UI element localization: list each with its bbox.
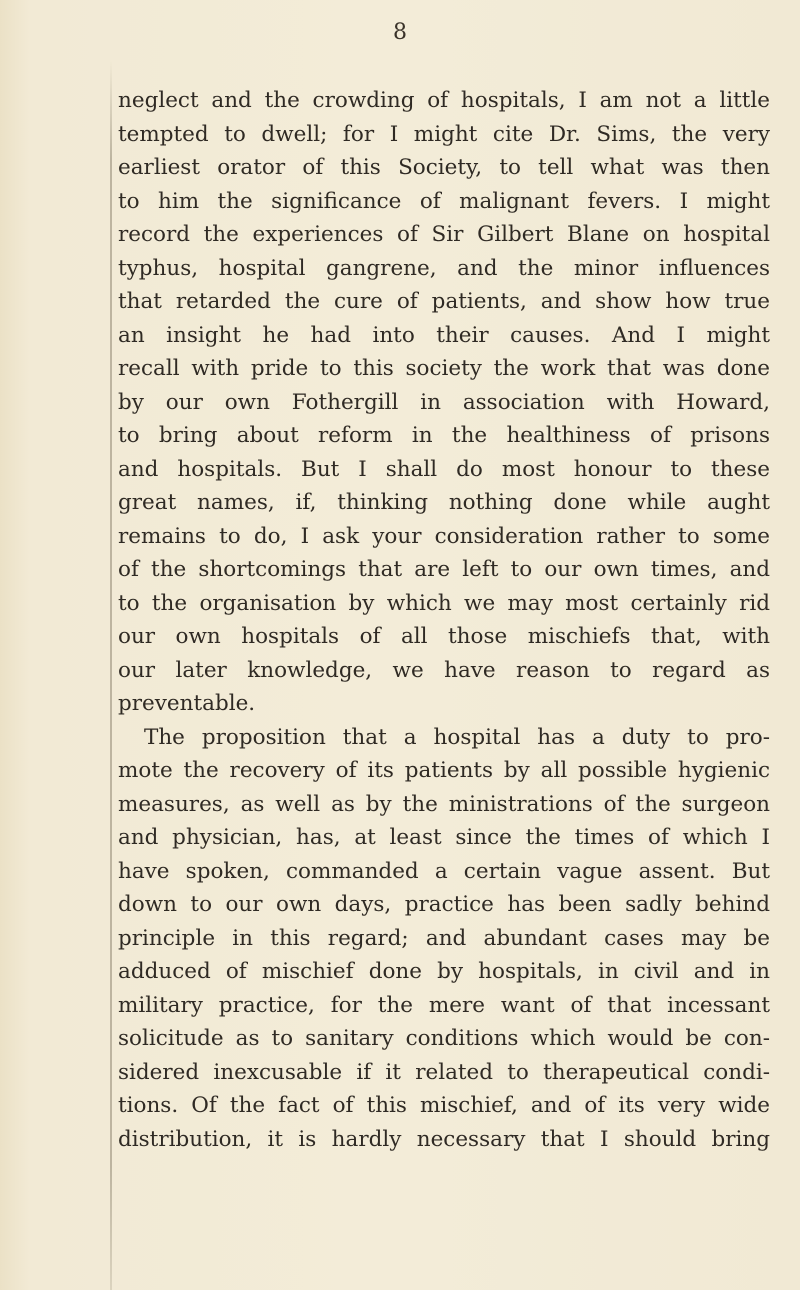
- text-line: adduced of mischief done by hospitals, in civil and in: [118, 959, 770, 984]
- text-line: our later knowledge, we have reason to regard as: [118, 657, 770, 683]
- text-line: solicitude as to sanitary conditions which would be con-: [118, 1026, 770, 1051]
- text-line: preventable.: [118, 691, 256, 716]
- text-line: measures, as well as by the ministrations of the surgeon: [118, 791, 770, 817]
- text-line: recall with pride to this society the work that was done: [118, 356, 770, 381]
- text-line: The proposition that a hospital has a duty to pro-: [144, 724, 770, 750]
- text-line: military practice, for the mere want of that incessant: [118, 992, 770, 1018]
- text-line: sidered inexcusable if it related to therapeutical condi-: [118, 1059, 770, 1085]
- gutter-shadow: [110, 60, 112, 1290]
- text-line: have spoken, commanded a certain vague assent. But: [118, 858, 770, 884]
- text-line: to the organisation by which we may most certainly rid: [118, 590, 770, 616]
- text-line: an insight he had into their causes. And I might: [118, 322, 770, 348]
- text-line: great names, if, thinking nothing done while aught: [118, 490, 770, 515]
- text-line: by our own Fothergill in association with Howard,: [118, 389, 770, 415]
- page-number: 8: [393, 20, 407, 45]
- body-text: [118, 84, 770, 1156]
- text-line: and physician, has, at least since the times of which I: [118, 825, 770, 850]
- text-line: typhus, hospital gangrene, and the minor influences: [118, 255, 770, 281]
- text-line: of the shortcomings that are left to our own times, and: [118, 557, 770, 582]
- text-line: down to our own days, practice has been sadly behind: [118, 892, 770, 917]
- text-line: distribution, it is hardly necessary that I should bring: [118, 1126, 770, 1152]
- text-line: remains to do, I ask your consideration rather to some: [118, 523, 770, 549]
- text-line: neglect and the crowding of hospitals, I am not a little: [118, 88, 770, 113]
- paragraph-2: [118, 721, 770, 1157]
- text-line: record the experiences of Sir Gilbert Blane on hospital: [118, 222, 770, 247]
- text-line: to bring about reform in the healthiness of prisons: [118, 423, 770, 448]
- text-line: our own hospitals of all those mischiefs that, with: [118, 624, 770, 649]
- text-line: tempted to dwell; for I might cite Dr. Sims, the very: [118, 121, 770, 147]
- text-line: and hospitals. But I shall do most honour to these: [118, 456, 770, 482]
- text-line: principle in this regard; and abundant cases may be: [118, 925, 770, 951]
- text-line: that retarded the cure of patients, and show how true: [118, 289, 770, 314]
- text-line: earliest orator of this Society, to tell what was then: [118, 155, 770, 180]
- text-line: mote the recovery of its patients by all possible hygienic: [118, 758, 770, 783]
- text-line: tions. Of the fact of this mischief, and of its very wide: [118, 1093, 770, 1118]
- paragraph-1: [118, 84, 770, 721]
- text-line: to him the significance of malignant fevers. I might: [118, 188, 770, 214]
